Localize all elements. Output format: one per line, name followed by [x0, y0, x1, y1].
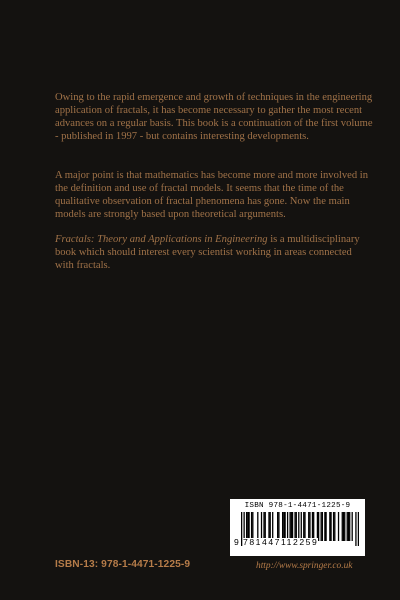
- book-title: Fractals: Theory and Applications in Engineering: [55, 234, 268, 245]
- isbn-13-label: ISBN-13: 978-1-4471-1225-9: [55, 559, 191, 570]
- publisher-url: http://www.springer.co.uk: [256, 561, 353, 571]
- barcode-bar: [324, 512, 325, 541]
- barcode-bar: [329, 512, 330, 541]
- paragraph-text: A major point is that mathematics has become more and more involved in the definition and use of fractal models. It seems that the time of the qualitative observation of fractal phenomena has gone. Now the main models are strongly based upon theoretical arguments.: [55, 170, 369, 220]
- description-paragraph-1: [55, 91, 373, 143]
- barcode-bar: [342, 512, 343, 541]
- barcode-bar: [349, 512, 350, 541]
- barcode-bar: [344, 512, 345, 541]
- barcode-bar: [320, 512, 321, 541]
- paragraph-text: [55, 233, 373, 272]
- description-paragraph-2: [55, 169, 373, 221]
- barcode-bar: [355, 512, 356, 546]
- barcode-digit-string: 781447112259: [243, 537, 319, 547]
- barcode-bar: [334, 512, 335, 541]
- description-paragraph-3: [55, 233, 373, 272]
- paragraph-rest: is a multidisciplinary book which should interest every scientist working in areas connected with fractals.: [55, 234, 360, 271]
- barcode-bar: [338, 512, 339, 541]
- barcode-bar: [330, 512, 331, 541]
- barcode-bar: [358, 512, 359, 546]
- barcode-isbn-label: ISBN 978-1-4471-1225-9: [244, 502, 351, 510]
- barcode-bar: [318, 512, 319, 541]
- barcode-bar: [322, 512, 323, 541]
- barcode-bar: [347, 512, 348, 541]
- barcode-bar: [352, 512, 353, 541]
- barcode-panel: [230, 499, 365, 556]
- barcode-bar: [348, 512, 349, 541]
- barcode-lead-digit: 9: [234, 537, 239, 547]
- barcode-bar: [343, 512, 344, 541]
- barcode-bar: [333, 512, 334, 541]
- paragraph-text: Owing to the rapid emergence and growth of techniques in the engineering application of fractals, it has become necessary to gather the most recent advances on a regular basis. This book is a continuation of the first volume - published in 1997 - but contains interesting developments.: [55, 92, 373, 142]
- barcode-bar: [325, 512, 326, 541]
